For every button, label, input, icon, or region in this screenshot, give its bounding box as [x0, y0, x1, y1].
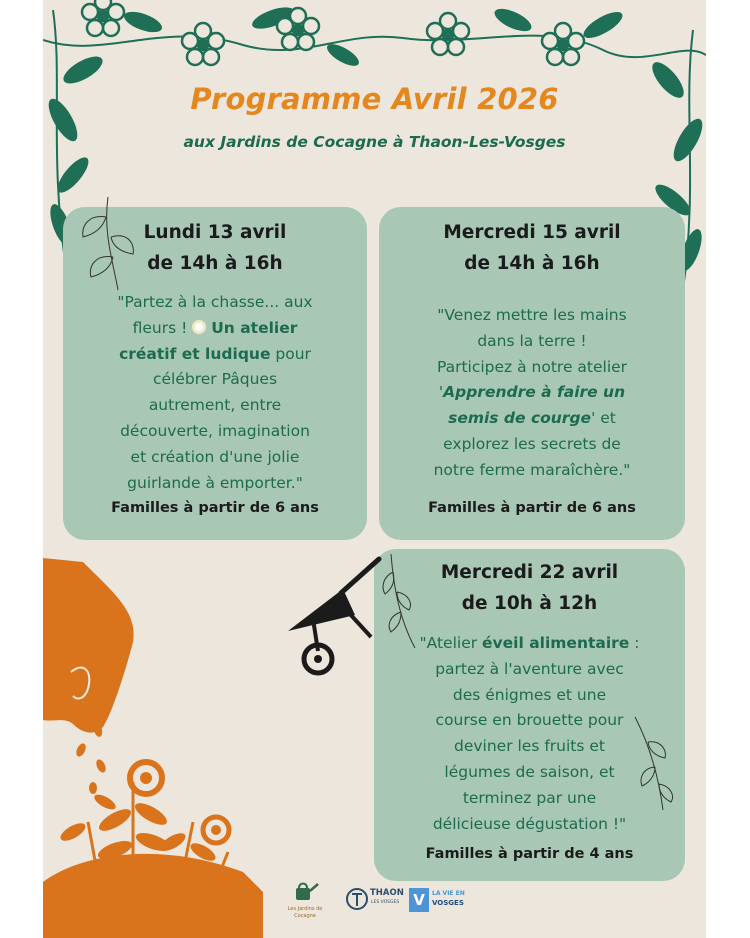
logo-cocagne-text: Les Jardins de Cocagne: [287, 906, 323, 919]
event-date: Mercredi 15 avril: [443, 222, 621, 243]
event-description: "Venez mettre les mains dans la terre ! Participez à notre atelier 'Apprendre à faire un semis de courge' et explorez les secrets de notre ferme maraîchère.": [433, 306, 631, 479]
flower-icon: [192, 320, 206, 334]
event-time: de 14h à 16h: [464, 253, 600, 274]
page-subtitle: aux Jardins de Cocagne à Thaon-Les-Vosges: [183, 133, 566, 151]
logo-la-vie-en-vosges: V LA VIE EN VOSGES: [409, 888, 465, 912]
event-description: "Partez à la chasse... aux fleurs ! Un atelier créatif et ludique pour célébrer Pâques autrement, entre découverte, imagination et création d'une jolie guirlande à emporter.": [117, 293, 313, 492]
page-title: Programme Avril 2026: [190, 82, 559, 116]
event-audience: Familles à partir de 6 ans: [428, 500, 636, 516]
event-date: Mercredi 22 avril: [440, 562, 619, 583]
event-description: "Atelier éveil alimentaire : partez à l'aventure avec des énigmes et une course en brouette pour deviner les fruits et légumes de saison, et terminez par une délicieuse dégustation !": [419, 634, 640, 833]
logo-thaon-les-vosges: THAON LES VOSGES: [346, 886, 402, 916]
partner-logos: [43, 878, 706, 922]
wheelbarrow-icon: [283, 553, 383, 683]
logo-jardins-de-cocagne: [277, 880, 333, 920]
event-date: Lundi 13 avril: [143, 222, 287, 243]
leaf-sprig-decoration: [379, 552, 419, 652]
event-time: de 10h à 12h: [461, 593, 598, 614]
leaf-sprig-decoration: [633, 712, 678, 812]
watering-can-icon: [290, 880, 320, 902]
event-audience: Familles à partir de 4 ans: [425, 846, 634, 862]
poster: [43, 0, 706, 938]
event-time: de 14h à 16h: [147, 253, 283, 274]
leaf-sprig-decoration: [73, 192, 143, 292]
event-card-mercredi-15: [379, 207, 685, 540]
thaon-emblem-icon: [346, 886, 368, 912]
event-audience: Familles à partir de 6 ans: [111, 500, 319, 516]
